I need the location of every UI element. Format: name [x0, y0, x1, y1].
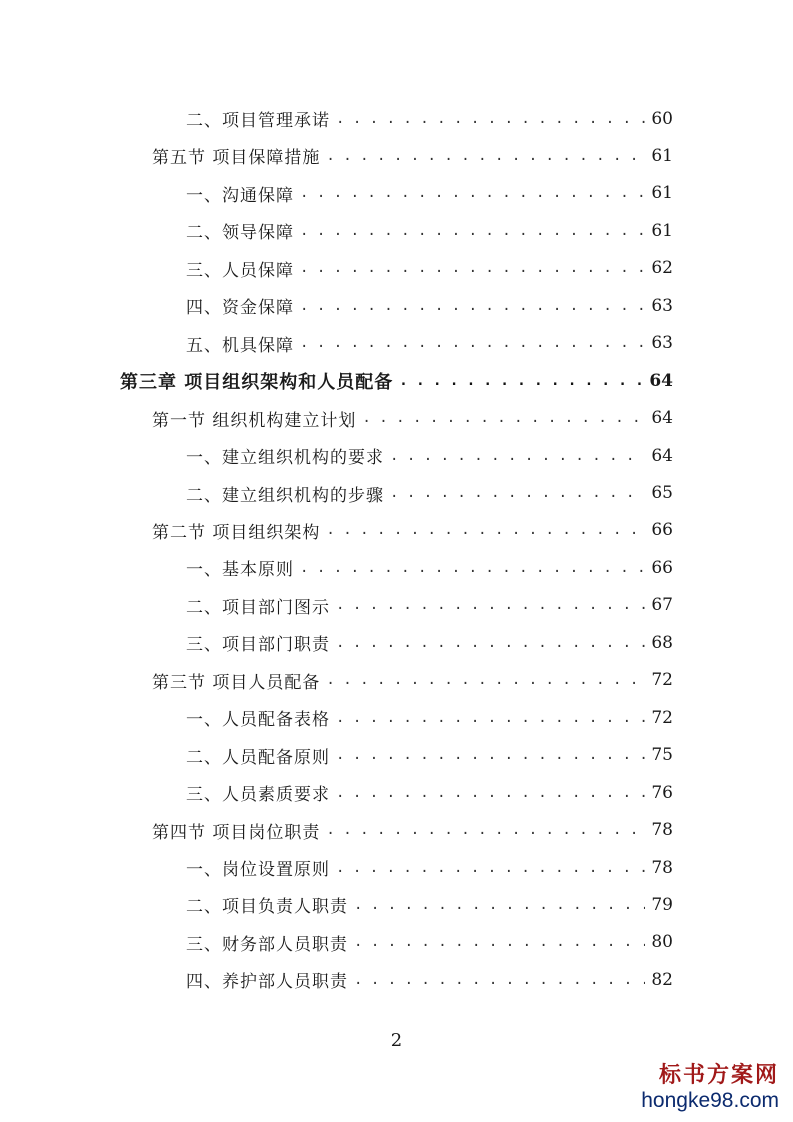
toc-dot-leader [354, 972, 645, 988]
toc-entry-label: 三、项目部门职责 [186, 635, 330, 656]
toc-entry-item[interactable] [186, 100, 673, 137]
toc-entry-page: 64 [651, 445, 673, 466]
toc-entry-item[interactable] [186, 699, 673, 736]
toc-dot-leader [326, 522, 645, 538]
toc-entry-chapter[interactable] [120, 362, 673, 399]
toc-entry-label: 一、人员配备表格 [186, 710, 330, 731]
toc-entry-page: 76 [651, 782, 673, 803]
toc-dot-leader [300, 185, 645, 201]
toc-entry-item[interactable] [186, 624, 673, 661]
toc-dot-leader [326, 672, 645, 688]
toc-entry-page: 64 [651, 408, 673, 429]
toc-entry-page: 82 [651, 969, 673, 990]
toc-entry-label: 三、人员保障 [186, 260, 294, 281]
toc-entry-item[interactable] [186, 587, 673, 624]
site-watermark [619, 1062, 779, 1114]
toc-entry-label: 一、岗位设置原则 [186, 860, 330, 880]
toc-entry-page: 61 [651, 220, 673, 241]
toc-entry-label: 四、资金保障 [186, 298, 294, 319]
toc-dot-leader [300, 335, 645, 351]
toc-entry-section[interactable] [152, 662, 673, 699]
toc-entry-item[interactable] [186, 886, 673, 923]
watermark-name: 标书方案网 [658, 1062, 779, 1088]
toc-entry-item[interactable] [186, 437, 673, 474]
toc-entry-page: 65 [651, 483, 673, 503]
toc-entry-page: 66 [651, 557, 673, 578]
toc-entry-page: 63 [651, 333, 673, 354]
toc-entry-label: 四、养护部人员职责 [186, 972, 348, 993]
toc-dot-leader [354, 897, 645, 913]
toc-entry-page: 72 [651, 707, 673, 728]
toc-entry-page: 78 [651, 820, 673, 841]
toc-dot-leader [354, 934, 645, 950]
toc-entry-label: 一、建立组织机构的要求 [186, 448, 384, 469]
toc-dot-leader [390, 485, 645, 501]
toc-entry-label: 第四节 项目岗位职责 [152, 822, 321, 843]
watermark-site: hongke98.com [641, 1089, 779, 1112]
toc-dot-leader [336, 710, 645, 726]
toc-entry-label: 第三节 项目人员配备 [152, 672, 321, 693]
toc-entry-item[interactable] [186, 287, 673, 324]
toc-entry-label: 第一节 组织机构建立计划 [152, 410, 357, 431]
toc-entry-page: 78 [651, 857, 673, 878]
toc-dot-leader [300, 298, 645, 314]
toc-entry-label: 五、机具保障 [186, 335, 294, 356]
toc-entry-label: 一、沟通保障 [186, 185, 294, 206]
toc-dot-leader [390, 448, 645, 464]
toc-entry-page: 60 [651, 108, 673, 129]
toc-entry-page: 79 [651, 894, 673, 915]
toc-entry-label: 三、财务部人员职责 [186, 934, 348, 955]
toc-entry-label: 第二节 项目组织架构 [152, 522, 321, 543]
toc-entry-page: 64 [649, 370, 673, 391]
toc-entry-page: 61 [651, 183, 673, 204]
toc-entry-page: 75 [651, 745, 673, 766]
toc-dot-leader [300, 223, 645, 239]
toc-entry-page: 62 [651, 258, 673, 279]
toc-entry-item[interactable] [186, 175, 673, 212]
toc-dot-leader [336, 860, 645, 876]
toc-entry-page: 72 [651, 670, 673, 691]
toc-entry-item[interactable] [186, 325, 673, 362]
toc-entry-label: 二、建立组织机构的步骤 [186, 485, 384, 506]
toc-entry-page: 63 [651, 295, 673, 316]
toc-dot-leader [362, 410, 645, 426]
toc-entry-item[interactable] [186, 212, 673, 249]
toc-dot-leader [336, 111, 645, 127]
toc-entry-label: 二、项目负责人职责 [186, 897, 348, 918]
toc-dot-leader [300, 560, 645, 576]
toc-dot-leader [300, 260, 645, 276]
toc-entry-item[interactable] [186, 924, 673, 961]
toc-entry-label: 二、人员配备原则 [186, 747, 330, 768]
toc-entry-label: 第五节 项目保障措施 [152, 148, 321, 169]
toc-entry-page: 66 [651, 520, 673, 541]
toc-entry-page: 80 [651, 932, 673, 953]
toc-entry-label: 第三章 项目组织架构和人员配备 [120, 371, 394, 393]
toc-dot-leader [326, 822, 645, 838]
toc-entry-section[interactable] [152, 812, 673, 849]
toc-entry-page: 68 [651, 632, 673, 653]
page-number: 2 [390, 1030, 403, 1051]
toc-entry-label: 二、项目管理承诺 [186, 111, 330, 131]
toc-entry-item[interactable] [186, 250, 673, 287]
toc-entry-item[interactable] [186, 475, 673, 512]
toc-dot-leader [336, 597, 645, 613]
toc-entry-label: 一、基本原则 [186, 560, 294, 581]
toc-entry-item[interactable] [186, 774, 673, 811]
toc-entry-label: 二、领导保障 [186, 223, 294, 244]
toc-entry-item[interactable] [186, 737, 673, 774]
toc-entry-page: 67 [651, 595, 673, 616]
toc-dot-leader [326, 148, 645, 164]
toc-entry-label: 三、人员素质要求 [186, 785, 330, 806]
toc-dot-leader [399, 373, 643, 389]
toc-entry-label: 二、项目部门图示 [186, 597, 330, 618]
toc-entry-item[interactable] [186, 961, 673, 998]
toc-dot-leader [336, 635, 645, 651]
toc-entry-item[interactable] [186, 549, 673, 586]
toc-dot-leader [336, 747, 645, 763]
toc-entry-section[interactable] [152, 400, 673, 437]
toc-entry-section[interactable] [152, 137, 673, 174]
toc-entry-item[interactable] [186, 849, 673, 886]
toc-entry-section[interactable] [152, 512, 673, 549]
toc-entry-page: 61 [651, 145, 673, 166]
toc-dot-leader [336, 785, 645, 801]
